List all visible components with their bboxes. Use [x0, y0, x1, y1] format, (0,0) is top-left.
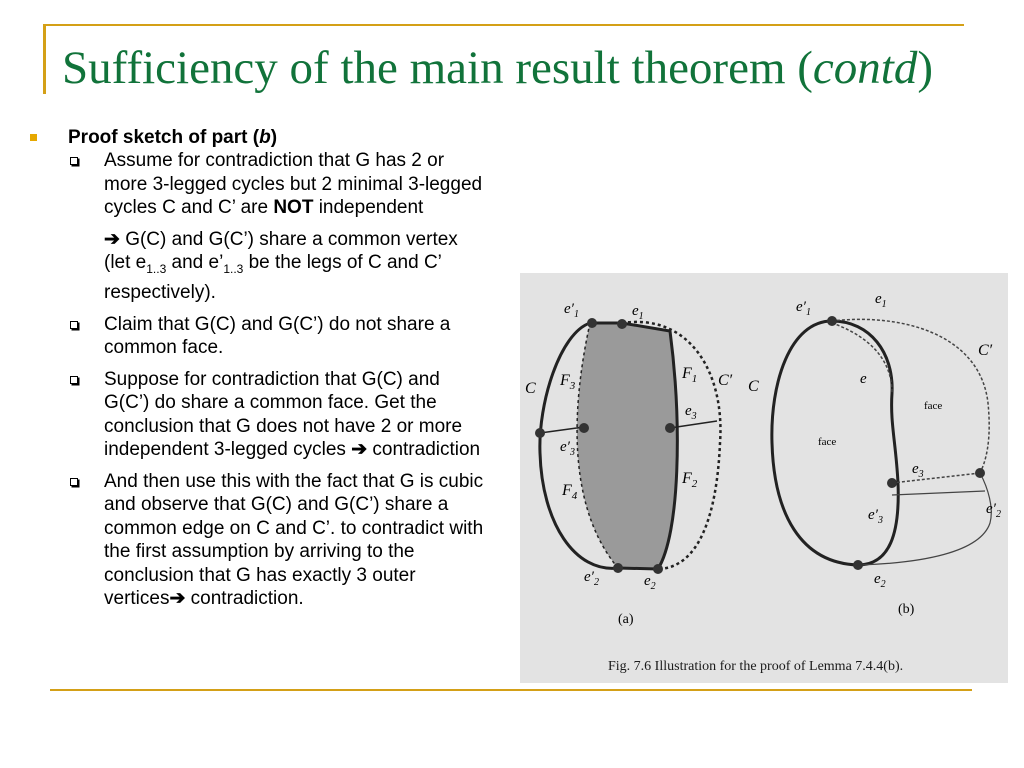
label-e2: $e_2$ [644, 573, 656, 592]
sublabel-b: (b) [898, 602, 915, 617]
vertex [617, 319, 627, 329]
label-C: C [748, 378, 759, 395]
label-e1-prime: $e'_1$ [564, 301, 579, 320]
bottom-rule [50, 689, 972, 691]
vertex [535, 428, 545, 438]
arrow-icon: ➔ [169, 588, 186, 610]
sub-bullet-suppose: Suppose for contradiction that G(C) and G(C’) do share a common face. Get the conclusion that G does not have 2 or more independent 3-legged cycles ➔ contradiction [66, 368, 488, 462]
arrow-icon: ➔ [351, 439, 368, 461]
hollow-square-bullet-icon [70, 157, 78, 165]
label-F2: $F_2$ [682, 470, 698, 490]
graph-illustration [520, 273, 1008, 683]
sub-bullet-assume: Assume for contradiction that G has 2 or more 3-legged cycles but 2 minimal 3-legged cycles C and C’ are NOT independent [66, 149, 488, 220]
title-top-rule [43, 24, 964, 26]
label-e: e [860, 371, 867, 387]
title-accent-line [43, 24, 46, 94]
leg-e3 [892, 473, 980, 483]
bullet-list [30, 126, 500, 611]
label-e3-prime: $e'_3$ [560, 439, 575, 458]
label-e1: $e_1$ [632, 303, 644, 322]
bullet-heading: Proof sketch of part (b) [30, 126, 500, 149]
label-F1: $F_1$ [682, 365, 698, 385]
label-e3-prime: $e'_3$ [868, 507, 883, 526]
figure-a [525, 301, 733, 627]
arrow-icon: ➔ [104, 228, 120, 250]
vertex [827, 316, 837, 326]
sub-bullet-and-then: And then use this with the fact that G is cubic and observe that G(C) and G(C’) share a common edge on C and C’. to contradict with the first assumption by arriving to the conclusion that G has exactly 3 outer vertices➔ contradiction. [66, 470, 488, 611]
hollow-square-bullet-icon [70, 478, 78, 486]
vertex [665, 423, 675, 433]
vertex [853, 560, 863, 570]
label-e2: $e_2$ [874, 571, 886, 590]
leg-lower [892, 491, 985, 495]
sublabel-a: (a) [618, 612, 634, 627]
lemma-figure [520, 273, 1008, 683]
sub-bullet-claim: Claim that G(C) and G(C’) do not share a common face. [66, 313, 488, 360]
label-face-left: face [818, 436, 837, 448]
figure-caption: Fig. 7.6 Illustration for the proof of Lemma 7.4.4(b). [608, 659, 904, 674]
label-e1: $e_1$ [875, 291, 887, 310]
label-C-prime: C′ [978, 342, 993, 359]
label-C-prime: C′ [718, 372, 733, 389]
hollow-square-bullet-icon [70, 376, 78, 384]
vertex [887, 478, 897, 488]
label-e2-prime: $e'_2$ [986, 501, 1001, 520]
slide-title: Sufficiency of the main result theorem (contd) [62, 42, 933, 94]
square-bullet-icon [30, 134, 37, 141]
label-e3: $e_3$ [912, 461, 924, 480]
label-C: C [525, 380, 536, 397]
vertex [613, 563, 623, 573]
label-F4: $F_4$ [562, 482, 578, 502]
hollow-square-bullet-icon [70, 321, 78, 329]
implication-text: ➔ G(C) and G(C’) share a common vertex (let $e_{1..3}$ and $e’_{1..3}$ be the legs of C and C’ respectively). [104, 228, 458, 304]
vertex [975, 468, 985, 478]
cycle-C-prime [832, 319, 989, 473]
vertex [587, 318, 597, 328]
label-e2-prime: $e'_2$ [584, 569, 599, 588]
label-e3: $e_3$ [685, 403, 697, 422]
vertex [579, 423, 589, 433]
label-face-right: face [924, 400, 943, 412]
label-F3: $F_3$ [560, 372, 576, 392]
figure-b [748, 291, 1001, 617]
label-e1-prime: $e'_1$ [796, 299, 811, 318]
shaded-region [577, 323, 677, 569]
vertex [653, 564, 663, 574]
